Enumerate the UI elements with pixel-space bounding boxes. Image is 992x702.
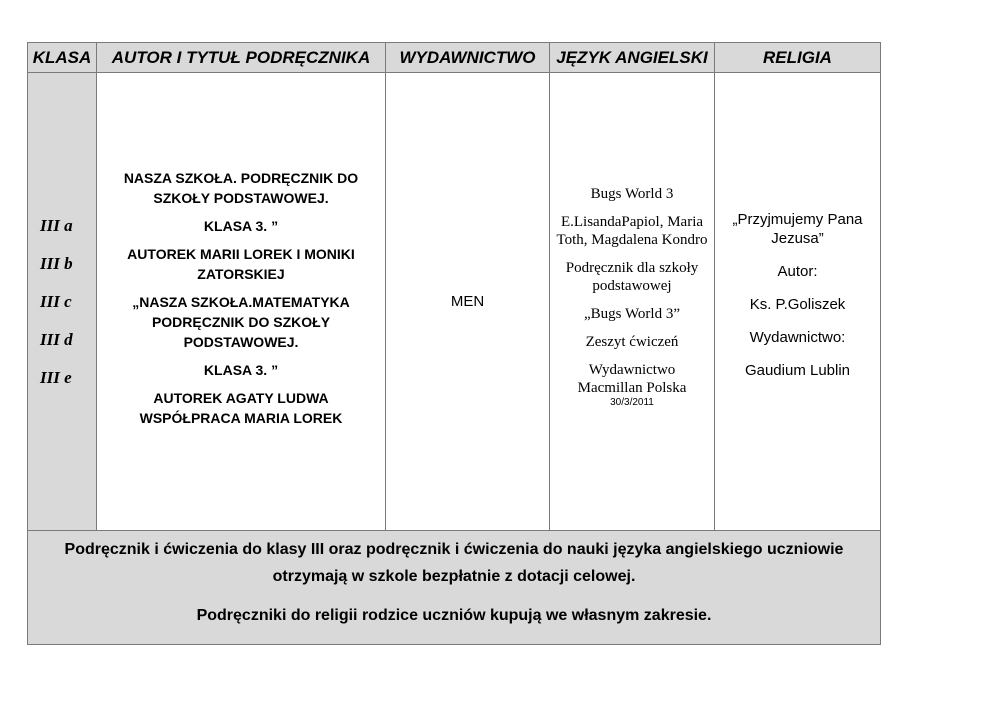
religion-author-label: Autor: — [777, 262, 818, 280]
header-klasa: KLASA — [28, 43, 97, 73]
religion-author: Ks. P.Goliszek — [749, 295, 846, 313]
religion-publisher: Gaudium Lublin — [744, 361, 851, 379]
class-label: III a — [40, 215, 73, 235]
religion-title: „Przyjmujemy Pana Jezusa” — [732, 210, 863, 247]
footer-note-religion: Podręczniki do religii rodzice uczniów kupują we własnym zakresie. — [196, 607, 712, 624]
footer-note-free: Podręcznik i ćwiczenia do klasy III oraz podręcznik i ćwiczenia do nauki języka angielskiego uczniowie otrzymają w szkole bezpłatnie z dotacji celowej. — [64, 541, 844, 585]
class-label: III c — [40, 291, 72, 311]
publisher-cell: MEN — [386, 73, 550, 531]
author-title-line: „NASZA SZKOŁA.MATEMATYKA PODRĘCZNIK DO SZKOŁY PODSTAWOWEJ. — [132, 293, 350, 350]
class-cell — [28, 73, 97, 531]
footer-cell — [28, 531, 881, 645]
english-workbook: Zeszyt ćwiczeń — [585, 333, 679, 350]
header-wydawnictwo: WYDAWNICTWO — [386, 43, 550, 73]
english-publisher: Wydawnictwo Macmillan Polska — [577, 361, 687, 396]
english-authors: E.LisandaPapiol, Maria Toth, Magdalena Kondro — [556, 213, 708, 248]
english-cell — [550, 73, 715, 531]
english-textbook: Podręcznik dla szkoły podstawowej — [565, 259, 699, 294]
author-title-line: AUTOREK MARII LOREK I MONIKI ZATORSKIEJ — [127, 245, 355, 282]
header-autor: AUTOR I TYTUŁ PODRĘCZNIKA — [97, 43, 386, 73]
english-title: Bugs World 3 — [590, 185, 674, 202]
class-label: III b — [40, 253, 73, 273]
header-row — [28, 43, 881, 73]
table-row — [28, 73, 881, 531]
author-title-line: KLASA 3. ” — [203, 361, 279, 378]
header-religia: RELIGIA — [715, 43, 881, 73]
author-title-line: NASZA SZKOŁA. PODRĘCZNIK DO SZKOŁY PODSTAWOWEJ. — [123, 169, 359, 206]
english-quoted-title: „Bugs World 3” — [583, 305, 680, 322]
class-label: III e — [40, 367, 72, 387]
header-angielski: JĘZYK ANGIELSKI — [550, 43, 715, 73]
author-title-line: KLASA 3. ” — [203, 217, 279, 234]
religion-publisher-label: Wydawnictwo: — [749, 328, 846, 346]
footer-row — [28, 531, 881, 645]
class-label: III d — [40, 329, 73, 349]
english-date: 30/3/2011 — [610, 396, 654, 408]
author-title-line: AUTOREK AGATY LUDWA WSPÓŁPRACA MARIA LOREK — [139, 389, 343, 426]
textbook-table — [27, 42, 881, 645]
author-title-cell — [97, 73, 386, 531]
religion-cell — [715, 73, 881, 531]
